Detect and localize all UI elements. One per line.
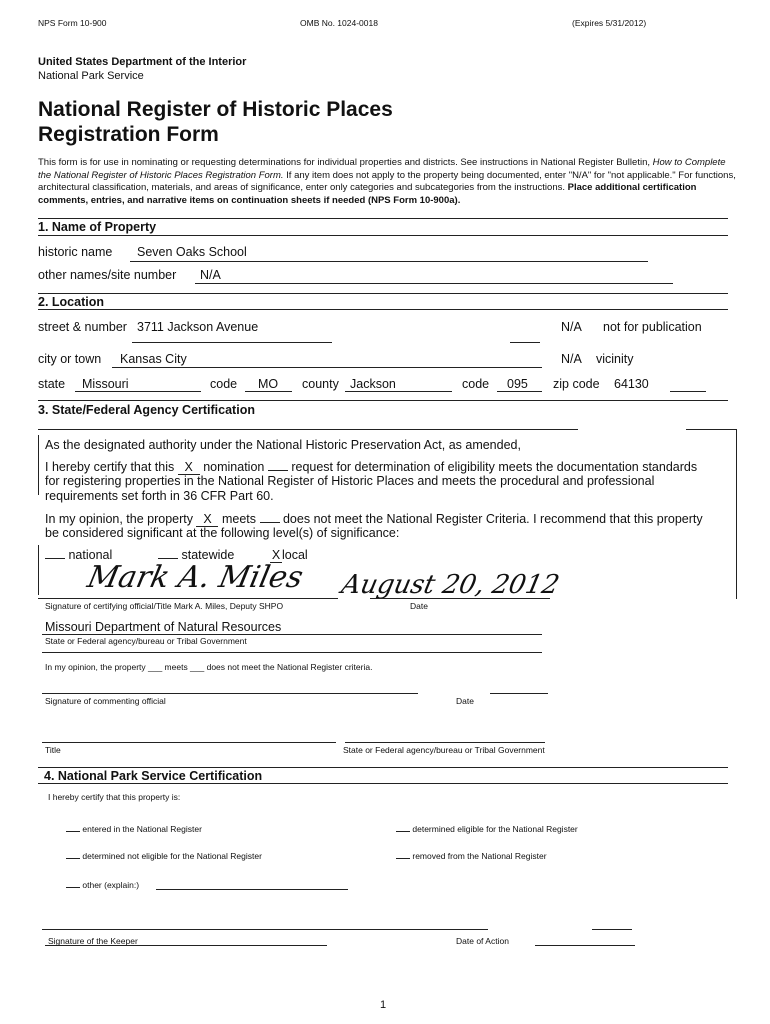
title-caption: Title: [45, 745, 61, 755]
signature-date-caption: Date: [410, 601, 428, 611]
comment-opinion-text: In my opinion, the property ___ meets ___ does not meet the National Register criteria.: [45, 662, 373, 672]
vicinity: vicinity: [596, 352, 634, 366]
expiration-date: (Expires 5/31/2012): [572, 18, 647, 28]
na-vicinity: N/A: [561, 352, 582, 366]
commenting-date-caption: Date: [456, 696, 474, 706]
city-value[interactable]: Kansas City: [120, 352, 187, 366]
option-other: other (explain:): [66, 880, 139, 890]
level-local: X local: [271, 548, 308, 562]
request-checkbox[interactable]: [268, 470, 288, 471]
nps-certify-text: I hereby certify that this property is:: [48, 792, 181, 802]
commenting-official-caption: Signature of commenting official: [45, 696, 166, 706]
agency-subname: National Park Service: [38, 70, 144, 82]
county-value[interactable]: Jackson: [350, 377, 396, 391]
date-of-action-caption: Date of Action: [456, 936, 509, 946]
entered-checkbox[interactable]: [66, 831, 80, 832]
agency-caption-2: State or Federal agency/bureau or Tribal Government: [343, 745, 545, 755]
other-checkbox[interactable]: [66, 887, 80, 888]
form-number: NPS Form 10-900: [38, 18, 107, 28]
section-3-heading: 3. State/Federal Agency Certification: [38, 403, 255, 417]
other-names-value[interactable]: N/A: [200, 268, 221, 282]
county-code-label: code: [462, 377, 490, 391]
level-national: national: [45, 548, 112, 562]
does-not-meet-checkbox[interactable]: [260, 522, 280, 523]
na-publication: N/A: [561, 320, 582, 334]
state-value[interactable]: Missouri: [82, 377, 129, 391]
state-label: state: [38, 377, 66, 391]
street-label: street & number: [38, 320, 127, 334]
county-code-value[interactable]: 095: [507, 377, 528, 391]
opinion-line: In my opinion, the property X meets does not meet the National Register Criteria. I recommend that this property: [45, 512, 703, 526]
state-code-value[interactable]: MO: [258, 377, 279, 391]
cert-standards-text: for registering properties in the National Register of Historic Places and meets the procedural and professional: [45, 474, 655, 488]
form-subtitle: Registration Form: [38, 123, 219, 146]
other-names-label: other names/site number: [38, 268, 177, 282]
section-2-heading: 2. Location: [38, 295, 104, 309]
not-eligible-checkbox[interactable]: [66, 858, 80, 859]
option-not-eligible: determined not eligible for the National Register: [66, 851, 262, 861]
form-title: National Register of Historic Places: [38, 98, 393, 121]
level-statewide: statewide: [158, 548, 234, 562]
cert-authority-text: As the designated authority under the National Historic Preservation Act, as amended,: [45, 438, 521, 452]
historic-name-value[interactable]: Seven Oaks School: [137, 245, 247, 259]
agency-value[interactable]: Missouri Department of Natural Resources: [45, 620, 282, 634]
not-for-publication: not for publication: [603, 320, 702, 334]
intro-paragraph: This form is for use in nominating or requesting determinations for individual properties and districts. See instructions in National Register Bulletin, How to Complete the National Register of Historic Places Registration Form. If any item does not apply to the property being documented, enter "N/A" for "not applicable." For functions, architectural classification, materials, and areas of significance, enter only categories and subcategories from the instructions. Place additional certification comments, entries, and narrative items on continuation sheets if needed (NPS Form 10-900a).: [38, 157, 736, 206]
certifying-date-handwritten: August 20, 2012: [338, 570, 562, 600]
meets-checkbox[interactable]: X: [196, 512, 218, 527]
option-entered: entered in the National Register: [66, 824, 202, 834]
national-checkbox[interactable]: [45, 558, 65, 559]
zip-value[interactable]: 64130: [614, 377, 649, 391]
omb-number: OMB No. 1024-0018: [300, 18, 378, 28]
signature-caption: Signature of certifying official/Title Mark A. Miles, Deputy SHPO: [45, 601, 284, 611]
certifying-signature: Mark A. Miles: [84, 560, 307, 595]
keeper-signature-caption: Signature of the Keeper: [48, 936, 138, 946]
determined-eligible-checkbox[interactable]: [396, 831, 410, 832]
zip-label: zip code: [553, 377, 600, 391]
section-1-heading: 1. Name of Property: [38, 220, 157, 234]
significance-level-text: be considered significant at the following level(s) of significance:: [45, 526, 400, 540]
option-removed: removed from the National Register: [396, 851, 547, 861]
statewide-checkbox[interactable]: [158, 558, 178, 559]
section-4-heading: 4. National Park Service Certification: [44, 769, 263, 783]
city-label: city or town: [38, 352, 102, 366]
local-checkbox[interactable]: X: [271, 548, 281, 562]
cert-nomination-line: I hereby certify that this X nomination request for determination of eligibility meets the documentation standards: [45, 460, 698, 474]
state-code-label: code: [210, 377, 238, 391]
agency-name: United States Department of the Interior: [38, 56, 247, 68]
historic-name-label: historic name: [38, 245, 113, 259]
removed-checkbox[interactable]: [396, 858, 410, 859]
street-value[interactable]: 3711 Jackson Avenue: [137, 320, 259, 334]
nomination-checkbox[interactable]: X: [178, 460, 200, 475]
page-number: 1: [380, 999, 387, 1011]
county-label: county: [302, 377, 339, 391]
cert-requirements-text: requirements set forth in 36 CFR Part 60.: [45, 489, 274, 503]
option-determined-eligible: determined eligible for the National Register: [396, 824, 578, 834]
agency-caption: State or Federal agency/bureau or Tribal Government: [45, 636, 247, 646]
